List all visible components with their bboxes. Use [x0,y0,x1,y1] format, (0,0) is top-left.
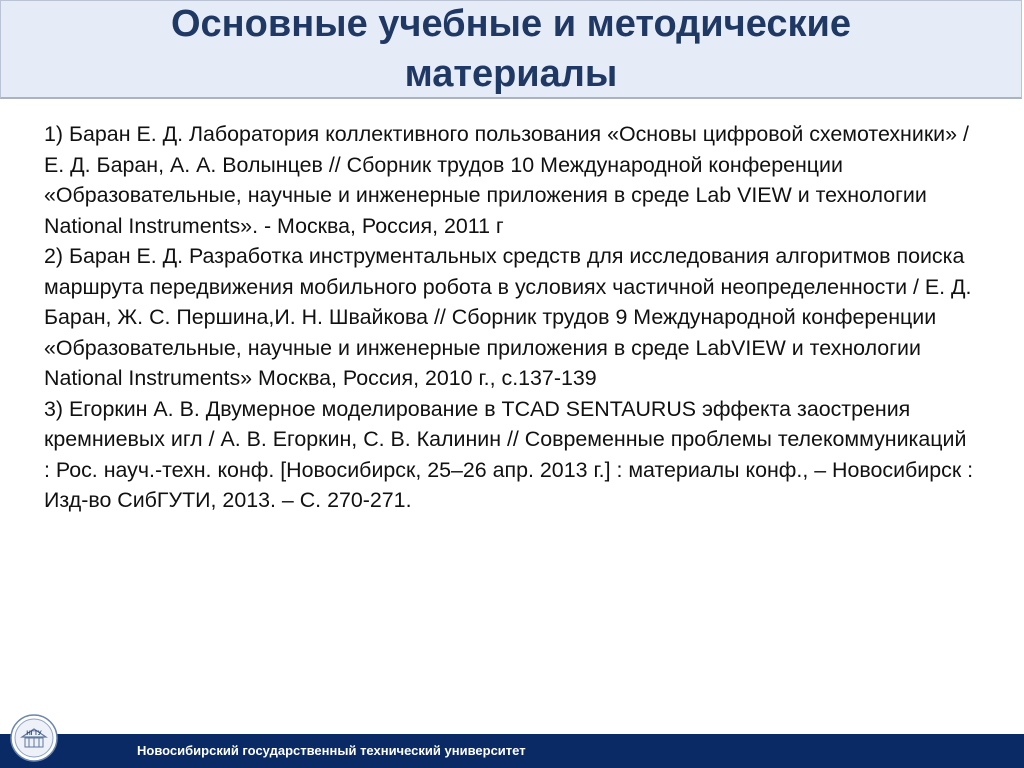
reference-item-3: 3) Егоркин А. В. Двумерное моделирование в TCAD SENTAURUS эффекта заострения кремниевых игл / А. В. Егоркин, С. В. Калинин // Современные проблемы телекоммуникаций : Рос. науч.-техн. конф. [Новосибирск, 25–26 апр. 2013 г.] : материалы конф., – Новосибирск : Изд-во СибГУТИ, 2013. – С. 270-271. [44,396,974,512]
reference-item-1: 1) Баран Е. Д. Лаборатория коллективного пользования «Основы цифровой схемотехники» / Е. Д. Баран, А. А. Волынцев // Сборник трудов 10 Международной конференции «Образовательные, научные и инженерные приложения в среде Lab VIEW и технологии National Instruments». - Москва, Россия, 2011 г [44,122,969,238]
footer-bar [0,734,1024,768]
logo-text: НГТУ [26,731,42,737]
slide-title: Основные учебные и методические материалы [170,3,851,95]
references-list [44,119,974,516]
title-box [0,0,1022,99]
reference-item-2: 2) Баран Е. Д. Разработка инструментальных средств для исследования алгоритмов поиска маршрута передвижения мобильного робота в условиях частичной неопределенности / Е. Д. Баран, Ж. С. Першина,И. Н. Швайкова // Сборник трудов 9 Международной конференции «Образовательные, научные и инженерные приложения в среде LabVIEW и технологии National Instruments» Москва, Россия, 2010 г., с.137-139 [44,244,972,390]
footer-university-name: Новосибирский государственный технический университет [137,743,526,758]
university-seal-icon [10,714,58,762]
